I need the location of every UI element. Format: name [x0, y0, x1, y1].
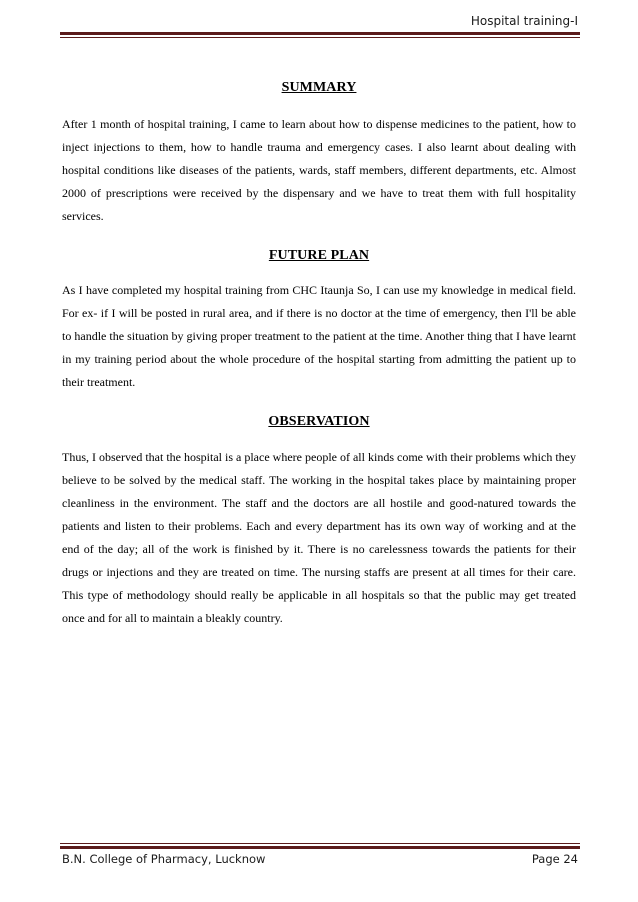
page-content [62, 76, 576, 630]
header-rule [60, 32, 580, 38]
running-header-title: Hospital training-I [470, 14, 578, 28]
future-plan-paragraph: As I have completed my hospital training from CHC Itaunja So, I can use my knowledge in medical field. For ex- if I will be posted in rural area, and if there is no doctor at the time of emergency, then I'll be able to handle the situation by giving proper treatment to the patient at the time. Another thing that I have learnt in my training period about the whole procedure of the hospital starting from admitting the patient up to their treatment. [62, 283, 576, 389]
footer-college-name: B.N. College of Pharmacy, Lucknow [62, 852, 266, 866]
observation-paragraph: Thus, I observed that the hospital is a place where people of all kinds come with their problems which they believe to be solved by the medical staff. The working in the hospital takes place by maintaining proper cleanliness in the environment. The staff and the doctors are all hostile and good-natured towards the patients and listen to their problems. Each and every department has its own way of working and at the end of the day; all of the work is finished by it. There is no carelessness towards the patients for their drugs or injections and they are treated on time. The nursing staffs are present at all times for their care. This type of methodology should really be applicable in all hospitals so that the public may get treated once and for all to maintain a bleakly country. [62, 450, 576, 625]
future-plan-heading: FUTURE PLAN [268, 248, 370, 263]
summary-paragraph: After 1 month of hospital training, I came to learn about how to dispense medicines to the patient, how to inject injections to them, how to handle trauma and emergency cases. I also learnt about dealing with hospital conditions like diseases of the patients, wards, staff members, different departments, etc. Almost 2000 of prescriptions were received by the dispensary and we have to treat them with full hospitality services. [62, 117, 576, 223]
observation-heading: OBSERVATION [268, 414, 370, 429]
footer-page-number: Page 24 [531, 852, 578, 866]
summary-heading: SUMMARY [281, 80, 357, 95]
footer-rule [60, 843, 580, 849]
